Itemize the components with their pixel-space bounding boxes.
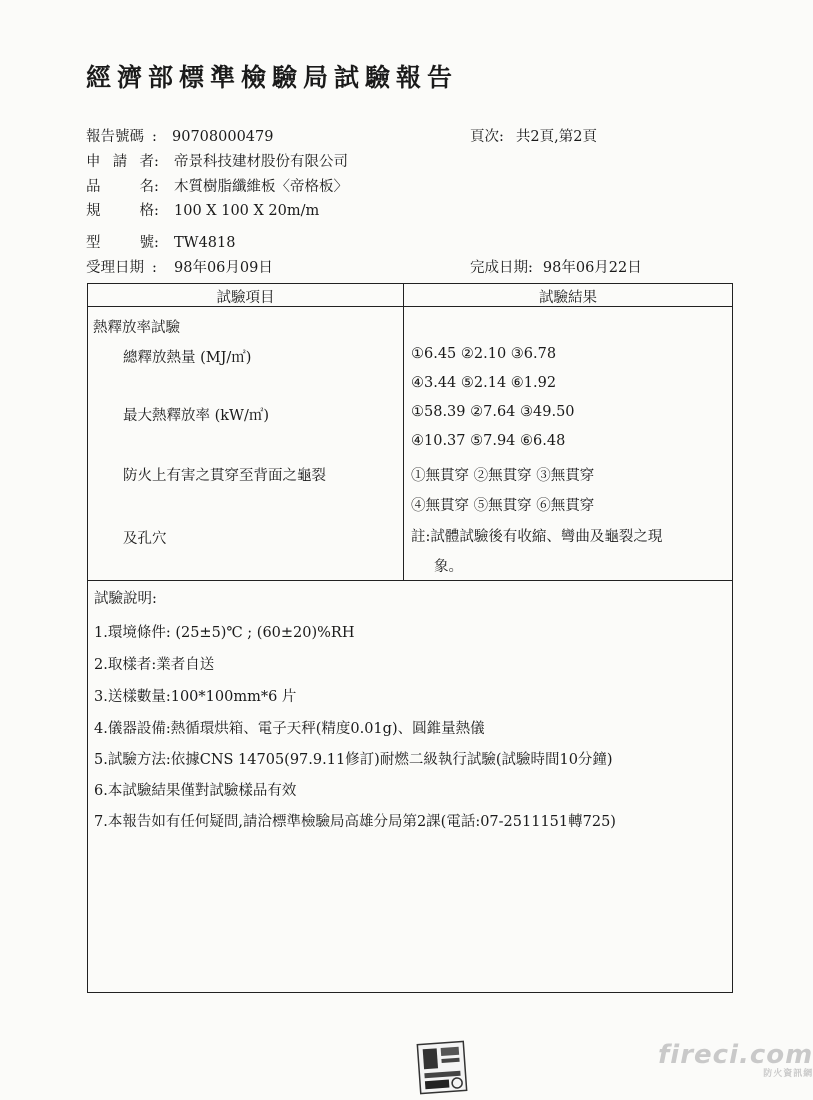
product-value: 木質樹脂纖維板〈帝格板〉 [174, 179, 348, 195]
completed-date-row [470, 256, 642, 277]
report-title: 經濟部標準檢驗局試驗報告 [86, 63, 459, 92]
received-date-label: 受理日期 [86, 260, 144, 276]
result-total-heat-1: ①6.45 ②2.10 ③6.78 [411, 346, 557, 362]
model-label: 型號 [86, 235, 154, 251]
item-total-heat: 總釋放熱量 (MJ/㎡) [123, 350, 252, 366]
note-line: 4.儀器設備:熱循環烘箱、電子天秤(精度0.01g)、圓錐量熱儀 [94, 721, 485, 737]
page-value: 共2頁,第2頁 [515, 129, 597, 145]
result-remark-1: 註:試體試驗後有收縮、彎曲及龜裂之現 [411, 529, 663, 545]
spec-label: 規格 [86, 203, 154, 219]
result-max-hrr-1: ①58.39 ②7.64 ③49.50 [411, 404, 575, 420]
notes-heading: 試驗說明: [94, 591, 157, 607]
completed-date-value: 98年06月22日 [542, 260, 642, 276]
applicant-row: 申請者: 帝景科技建材股份有限公司 [86, 150, 348, 171]
item-crack-1: 防火上有害之貫穿至背面之龜裂 [123, 468, 326, 484]
spec-value: 100 X 100 X 20m/m [174, 203, 320, 219]
model-row: 型號: TW4818 [86, 231, 235, 252]
watermark-text: fireci.com [658, 1040, 813, 1070]
watermark-subtext: 防火資訊網 [763, 1069, 813, 1079]
report-number-row: 報告號碼 : 90708000479 [86, 125, 273, 146]
seal-stamp [414, 1038, 470, 1096]
results-table [87, 283, 733, 993]
column-divider [403, 284, 404, 580]
page-row [470, 125, 597, 146]
completed-date-label: 完成日期: [470, 260, 533, 276]
note-line: 3.送樣數量:100*100mm*6 片 [94, 689, 297, 705]
product-label: 品名 [86, 179, 154, 195]
applicant-label: 申請者 [86, 154, 154, 170]
received-date-value: 98年06月09日 [174, 260, 273, 276]
product-row: 品名: 木質樹脂纖維板〈帝格板〉 [86, 175, 348, 196]
note-line: 5.試驗方法:依據CNS 14705(97.9.11修訂)耐燃二級執行試驗(試驗時間10分鐘) [94, 752, 613, 768]
item-max-heat-release: 最大熱釋放率 (kW/㎡) [123, 408, 269, 424]
result-remark-2: 象。 [434, 559, 463, 575]
item-crack-2: 及孔穴 [123, 531, 167, 547]
section-divider [88, 580, 732, 581]
note-line: 1.環境條件: (25±5)℃ ; (60±20)%RH [94, 625, 355, 641]
note-line: 2.取樣者:業者自送 [94, 657, 215, 673]
applicant-value: 帝景科技建材股份有限公司 [174, 154, 348, 170]
spec-row: 規格: 100 X 100 X 20m/m [86, 199, 319, 220]
report-number-value: 90708000479 [172, 129, 274, 145]
note-line: 6.本試驗結果僅對試驗樣品有效 [94, 783, 297, 799]
result-crack-1: ①無貫穿 ②無貫穿 ③無貫穿 [411, 468, 595, 484]
site-watermark [658, 1040, 813, 1079]
result-max-hrr-2: ④10.37 ⑤7.94 ⑥6.48 [411, 433, 566, 449]
result-crack-2: ④無貫穿 ⑤無貫穿 ⑥無貫穿 [411, 498, 595, 514]
header-test-item: 試驗項目 [216, 290, 275, 306]
report-number-label: 報告號碼 [86, 129, 144, 145]
header-test-result: 試驗結果 [539, 290, 597, 306]
note-line: 7.本報告如有任何疑問,請洽標準檢驗局高雄分局第2課(電話:07-2511151轉725) [94, 814, 616, 830]
model-value: TW4818 [174, 235, 236, 251]
section-heat-release: 熱釋放率試驗 [93, 320, 180, 336]
received-date-row: 受理日期 : 98年06月09日 [86, 256, 273, 277]
result-total-heat-2: ④3.44 ⑤2.14 ⑥1.92 [411, 375, 557, 391]
page-label: 頁次: [470, 129, 504, 145]
